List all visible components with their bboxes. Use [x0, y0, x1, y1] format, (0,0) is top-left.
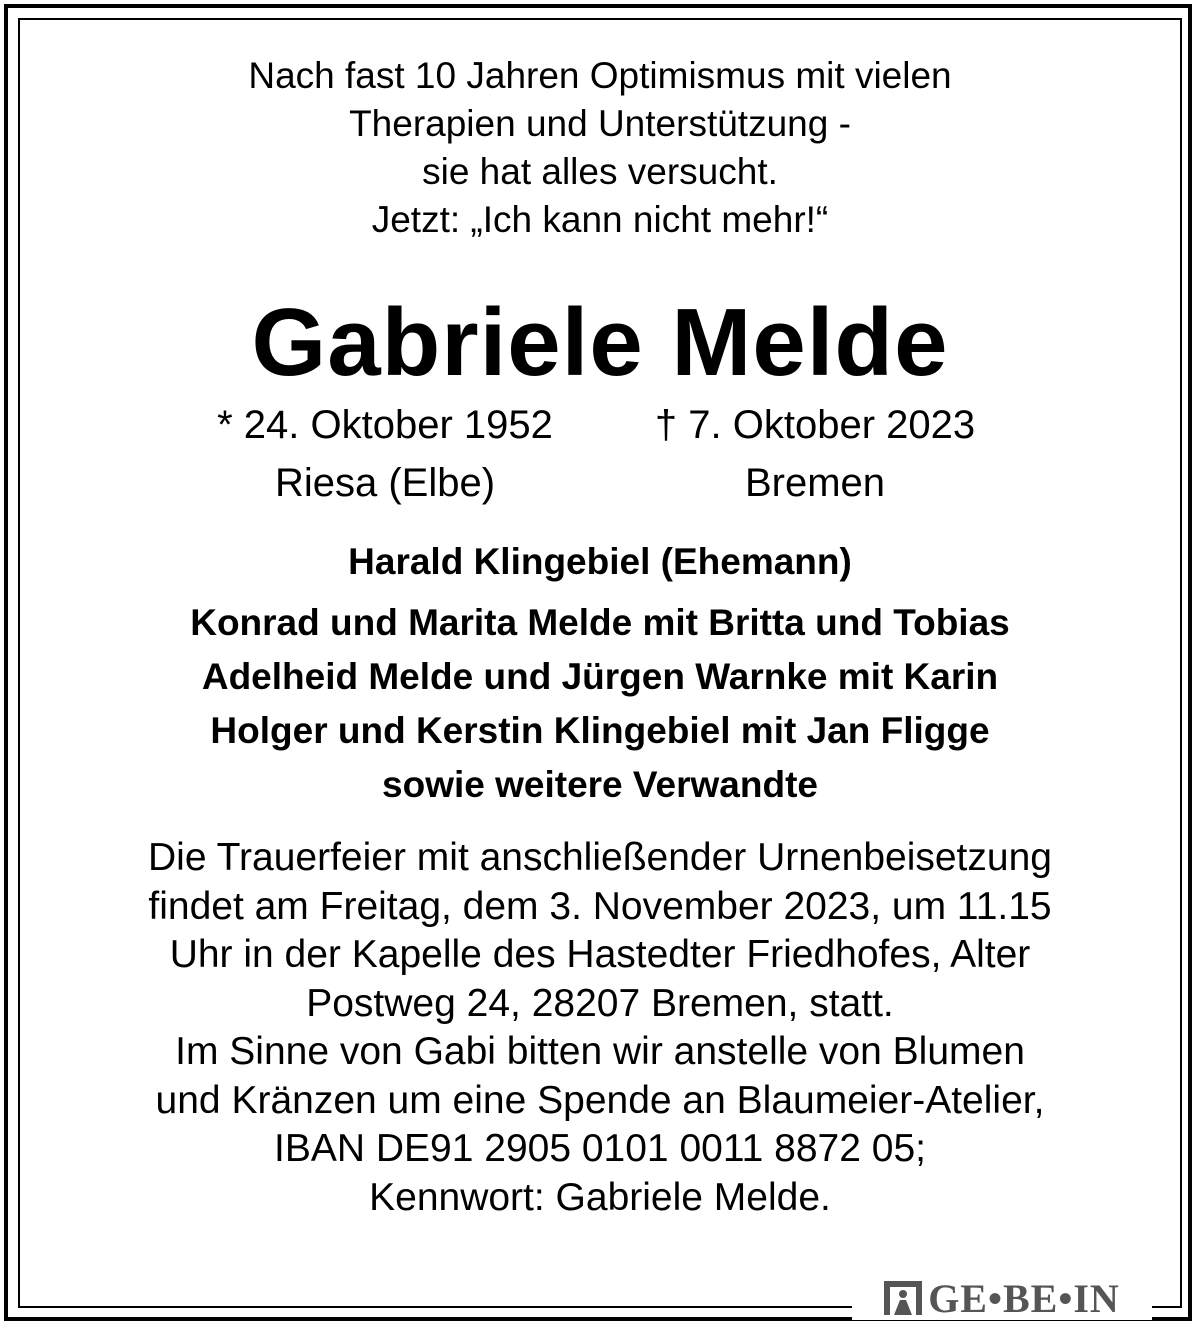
details-line: Im Sinne von Gabi bitten wir anstelle von Blumen	[175, 1030, 1025, 1073]
details-line: Die Trauerfeier mit anschließender Urnenbeisetzung	[148, 836, 1052, 879]
funeral-details	[20, 834, 1180, 1222]
motto-line: Therapien und Unterstützung -	[349, 103, 851, 144]
details-line: Uhr in der Kapelle des Hastedter Friedhofes, Alter	[169, 933, 1031, 976]
details-line: IBAN DE91 2905 0101 0011 8872 05;	[274, 1127, 926, 1170]
death-place: Bremen	[744, 461, 886, 505]
motto	[20, 52, 1180, 244]
mourners	[20, 538, 1180, 812]
motto-line: Nach fast 10 Jahren Optimismus mit vielen	[248, 55, 952, 96]
family-list	[20, 596, 1180, 812]
deceased-name: Gabriele Melde	[251, 289, 949, 396]
birth-info	[185, 396, 585, 512]
spouse: Harald Klingebiel (Ehemann)	[348, 541, 852, 582]
death-date: † 7. Oktober 2023	[654, 403, 976, 447]
birth-place: Riesa (Elbe)	[274, 461, 496, 505]
obituary-content	[20, 52, 1180, 1222]
family-line: Holger und Kerstin Klingebiel mit Jan Fligge	[210, 710, 990, 751]
gebein-logo	[852, 1276, 1152, 1320]
family-line: sowie weitere Verwandte	[382, 764, 818, 805]
birth-date: * 24. Oktober 1952	[217, 403, 553, 447]
life-dates	[20, 396, 1180, 516]
family-line: Adelheid Melde und Jürgen Warnke mit Karin	[201, 656, 999, 697]
motto-line: Jetzt: „Ich kann nicht mehr!“	[371, 199, 829, 240]
gebein-logo-icon	[884, 1281, 922, 1315]
death-info	[625, 396, 1005, 512]
gebein-logo-text: GE•BE•IN	[928, 1275, 1120, 1321]
details-line: Postweg 24, 28207 Bremen, statt.	[306, 981, 894, 1025]
details-line: Kennwort: Gabriele Melde.	[369, 1175, 831, 1219]
family-line: Konrad und Marita Melde mit Britta und Tobias	[190, 602, 1010, 643]
details-line: und Kränzen um eine Spende an Blaumeier-Atelier,	[155, 1078, 1045, 1122]
motto-line: sie hat alles versucht.	[422, 151, 778, 192]
details-line: findet am Freitag, dem 3. November 2023, um 11.15	[148, 884, 1052, 928]
